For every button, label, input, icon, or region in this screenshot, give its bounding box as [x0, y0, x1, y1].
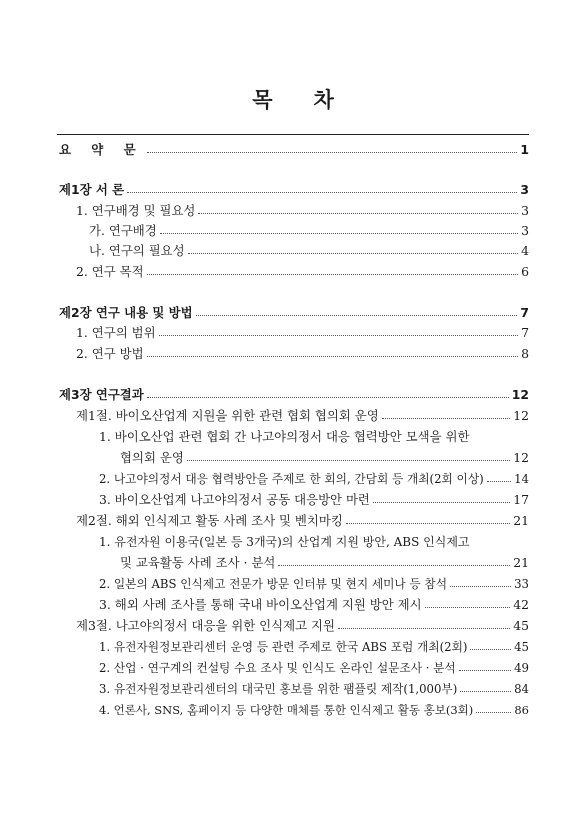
toc-entry-3-2-1-line2[interactable]: [120, 555, 529, 571]
toc-entry-1-1-a[interactable]: [89, 223, 529, 239]
toc-entry-chapter-2[interactable]: [59, 305, 529, 321]
toc-entry-text: 2. 산업 · 연구계의 컨설팅 수요 조사 및 인식도 온라인 설문조사 · 분석: [99, 661, 456, 675]
toc-entry-text: 협의회 운영: [120, 450, 184, 465]
toc-page-number: 7: [520, 305, 529, 320]
toc-entry-text: 2. 일본의 ABS 인식제고 전문가 방문 인터뷰 및 현지 세미나 등 참석: [99, 577, 448, 591]
toc-entry-text: 제1장 서 론: [59, 182, 125, 197]
toc-entry-text: 1. 유전자원정보관리센터 운영 등 관련 주제로 한국 ABS 포럼 개최(2회): [99, 640, 468, 654]
toc-entry-text: 제3절. 나고야의정서 대응을 위한 인식제고 지원: [76, 618, 335, 633]
dot-leader: [476, 712, 511, 713]
toc-entry-text: 3. 바이오산업계 나고야의정서 공동 대응방안 마련: [99, 492, 370, 507]
dot-leader: [147, 397, 509, 398]
toc-entry-section-3[interactable]: [76, 618, 529, 634]
toc-entry-3-1-1-line2[interactable]: [120, 450, 529, 466]
toc-entry-2-2[interactable]: [76, 346, 529, 362]
toc-page-number: 3: [521, 203, 529, 218]
toc-entry-section-2[interactable]: [76, 513, 529, 529]
title-part-2: 차: [313, 87, 335, 112]
toc-entry-chapter-1[interactable]: [59, 182, 529, 198]
dot-leader: [198, 213, 518, 214]
page-title: [0, 84, 587, 114]
toc-entry-1-1[interactable]: [76, 203, 529, 219]
toc-entry-3-3-1[interactable]: [99, 639, 529, 655]
toc-entry-1-2[interactable]: [76, 264, 529, 280]
toc-page-number: 4: [521, 243, 529, 258]
dot-leader: [373, 502, 510, 503]
toc-page-number: 8: [521, 346, 529, 361]
dot-leader: [459, 670, 511, 671]
toc-entry-text: 1. 연구배경 및 필요성: [76, 203, 196, 218]
toc-page-number: 21: [513, 513, 529, 528]
dot-leader: [382, 418, 511, 419]
top-rule: [57, 134, 529, 135]
toc-page-number: 42: [513, 597, 529, 612]
dot-leader: [187, 460, 510, 461]
dot-leader: [460, 691, 511, 692]
toc-page-number: 17: [513, 492, 529, 507]
toc-page-number: 6: [521, 264, 529, 279]
toc-entry-text: 제2장 연구 내용 및 방법: [59, 305, 193, 320]
toc-entry-section-1[interactable]: [76, 408, 529, 424]
toc-entry-3-1-1-line1[interactable]: 1. 바이오산업 관련 협회 간 나고야의정서 대응 협력방안 모색을 위한: [99, 429, 470, 444]
toc-entry-text: 3. 유전자원정보관리센터의 대국민 홍보를 위한 팸플릿 제작(1,000부): [99, 682, 458, 696]
dot-leader: [278, 565, 510, 566]
toc-entry-text: 2. 연구 목적: [76, 264, 144, 279]
toc-entry-text: 제2절. 해외 인식제고 활동 사례 조사 및 벤치마킹: [76, 513, 343, 528]
toc-entry-3-3-4[interactable]: [99, 702, 529, 718]
toc-entry-3-2-2[interactable]: [99, 576, 529, 592]
toc-entry-text: 2. 나고야의정서 대응 협력방안을 주제로 한 회의, 간담회 등 개최(2회 이상): [99, 472, 484, 486]
toc-page-number: 33: [514, 577, 529, 591]
toc-page-number: 12: [513, 450, 529, 465]
toc-entry-3-1-3[interactable]: [99, 492, 529, 508]
toc-entry-text: 요 약 문: [59, 142, 144, 157]
toc-entry-text: 및 교육활동 사례 조사 · 분석: [120, 555, 276, 570]
dot-leader: [487, 481, 511, 482]
toc-page-number: 21: [513, 555, 529, 570]
dot-leader: [470, 649, 511, 650]
dot-leader: [450, 586, 511, 587]
dot-leader: [147, 356, 519, 357]
toc-page-number: 14: [514, 472, 529, 486]
toc-entry-text: 2. 연구 방법: [76, 346, 144, 361]
dot-leader: [147, 152, 518, 153]
toc-entry-text: 제3장 연구결과: [59, 387, 144, 402]
toc-entry-text: 제1절. 바이오산업계 지원을 위한 관련 협회 협의회 운영: [76, 408, 379, 423]
toc-entry-3-2-1-line1[interactable]: 1. 유전자원 이용국(일본 등 3개국)의 산업계 지원 방안, ABS 인식제고: [99, 535, 470, 549]
toc-page-number: 7: [521, 325, 529, 340]
toc-entry-2-1[interactable]: [76, 325, 529, 341]
toc-entry-3-1-2[interactable]: [99, 471, 529, 487]
toc-page-number: 3: [521, 223, 529, 238]
toc-entry-text: 가. 연구배경: [89, 223, 157, 238]
toc-entry-1-1-b[interactable]: [89, 243, 529, 259]
dot-leader: [147, 274, 519, 275]
toc-page-number: 12: [511, 387, 529, 402]
toc-entry-summary[interactable]: [59, 142, 529, 158]
toc-page-number: 45: [514, 640, 529, 654]
title-part-1: 목: [252, 87, 274, 112]
toc-page-number: 84: [514, 682, 529, 696]
toc-entry-text: 4. 언론사, SNS, 홈페이지 등 다양한 매체를 통한 인식제고 활동 홍보(3회): [99, 703, 474, 717]
dot-leader: [196, 315, 518, 316]
toc-entry-text: 3. 해외 사례 조사를 통해 국내 바이오산업계 지원 방안 제시: [99, 597, 422, 612]
dot-leader: [188, 253, 519, 254]
dot-leader: [346, 523, 510, 524]
dot-leader: [425, 607, 511, 608]
toc-page-number: 49: [514, 661, 529, 675]
dot-leader: [159, 335, 519, 336]
toc-page-number: 45: [513, 618, 529, 633]
dot-leader: [338, 628, 510, 629]
toc-entry-3-3-2[interactable]: [99, 660, 529, 676]
toc-page-number: 12: [513, 408, 529, 423]
toc-entry-text: 1. 연구의 범위: [76, 325, 156, 340]
toc-entry-chapter-3[interactable]: [59, 387, 529, 403]
dot-leader: [160, 233, 518, 234]
toc-entry-3-2-3[interactable]: [99, 597, 529, 613]
dot-leader: [127, 192, 517, 193]
toc-entry-3-3-3[interactable]: [99, 681, 529, 697]
toc-page-number: 86: [514, 703, 529, 717]
toc-page-number: 3: [520, 182, 529, 197]
toc-entry-text: 나. 연구의 필요성: [89, 243, 185, 258]
toc-page-number: 1: [520, 142, 529, 157]
